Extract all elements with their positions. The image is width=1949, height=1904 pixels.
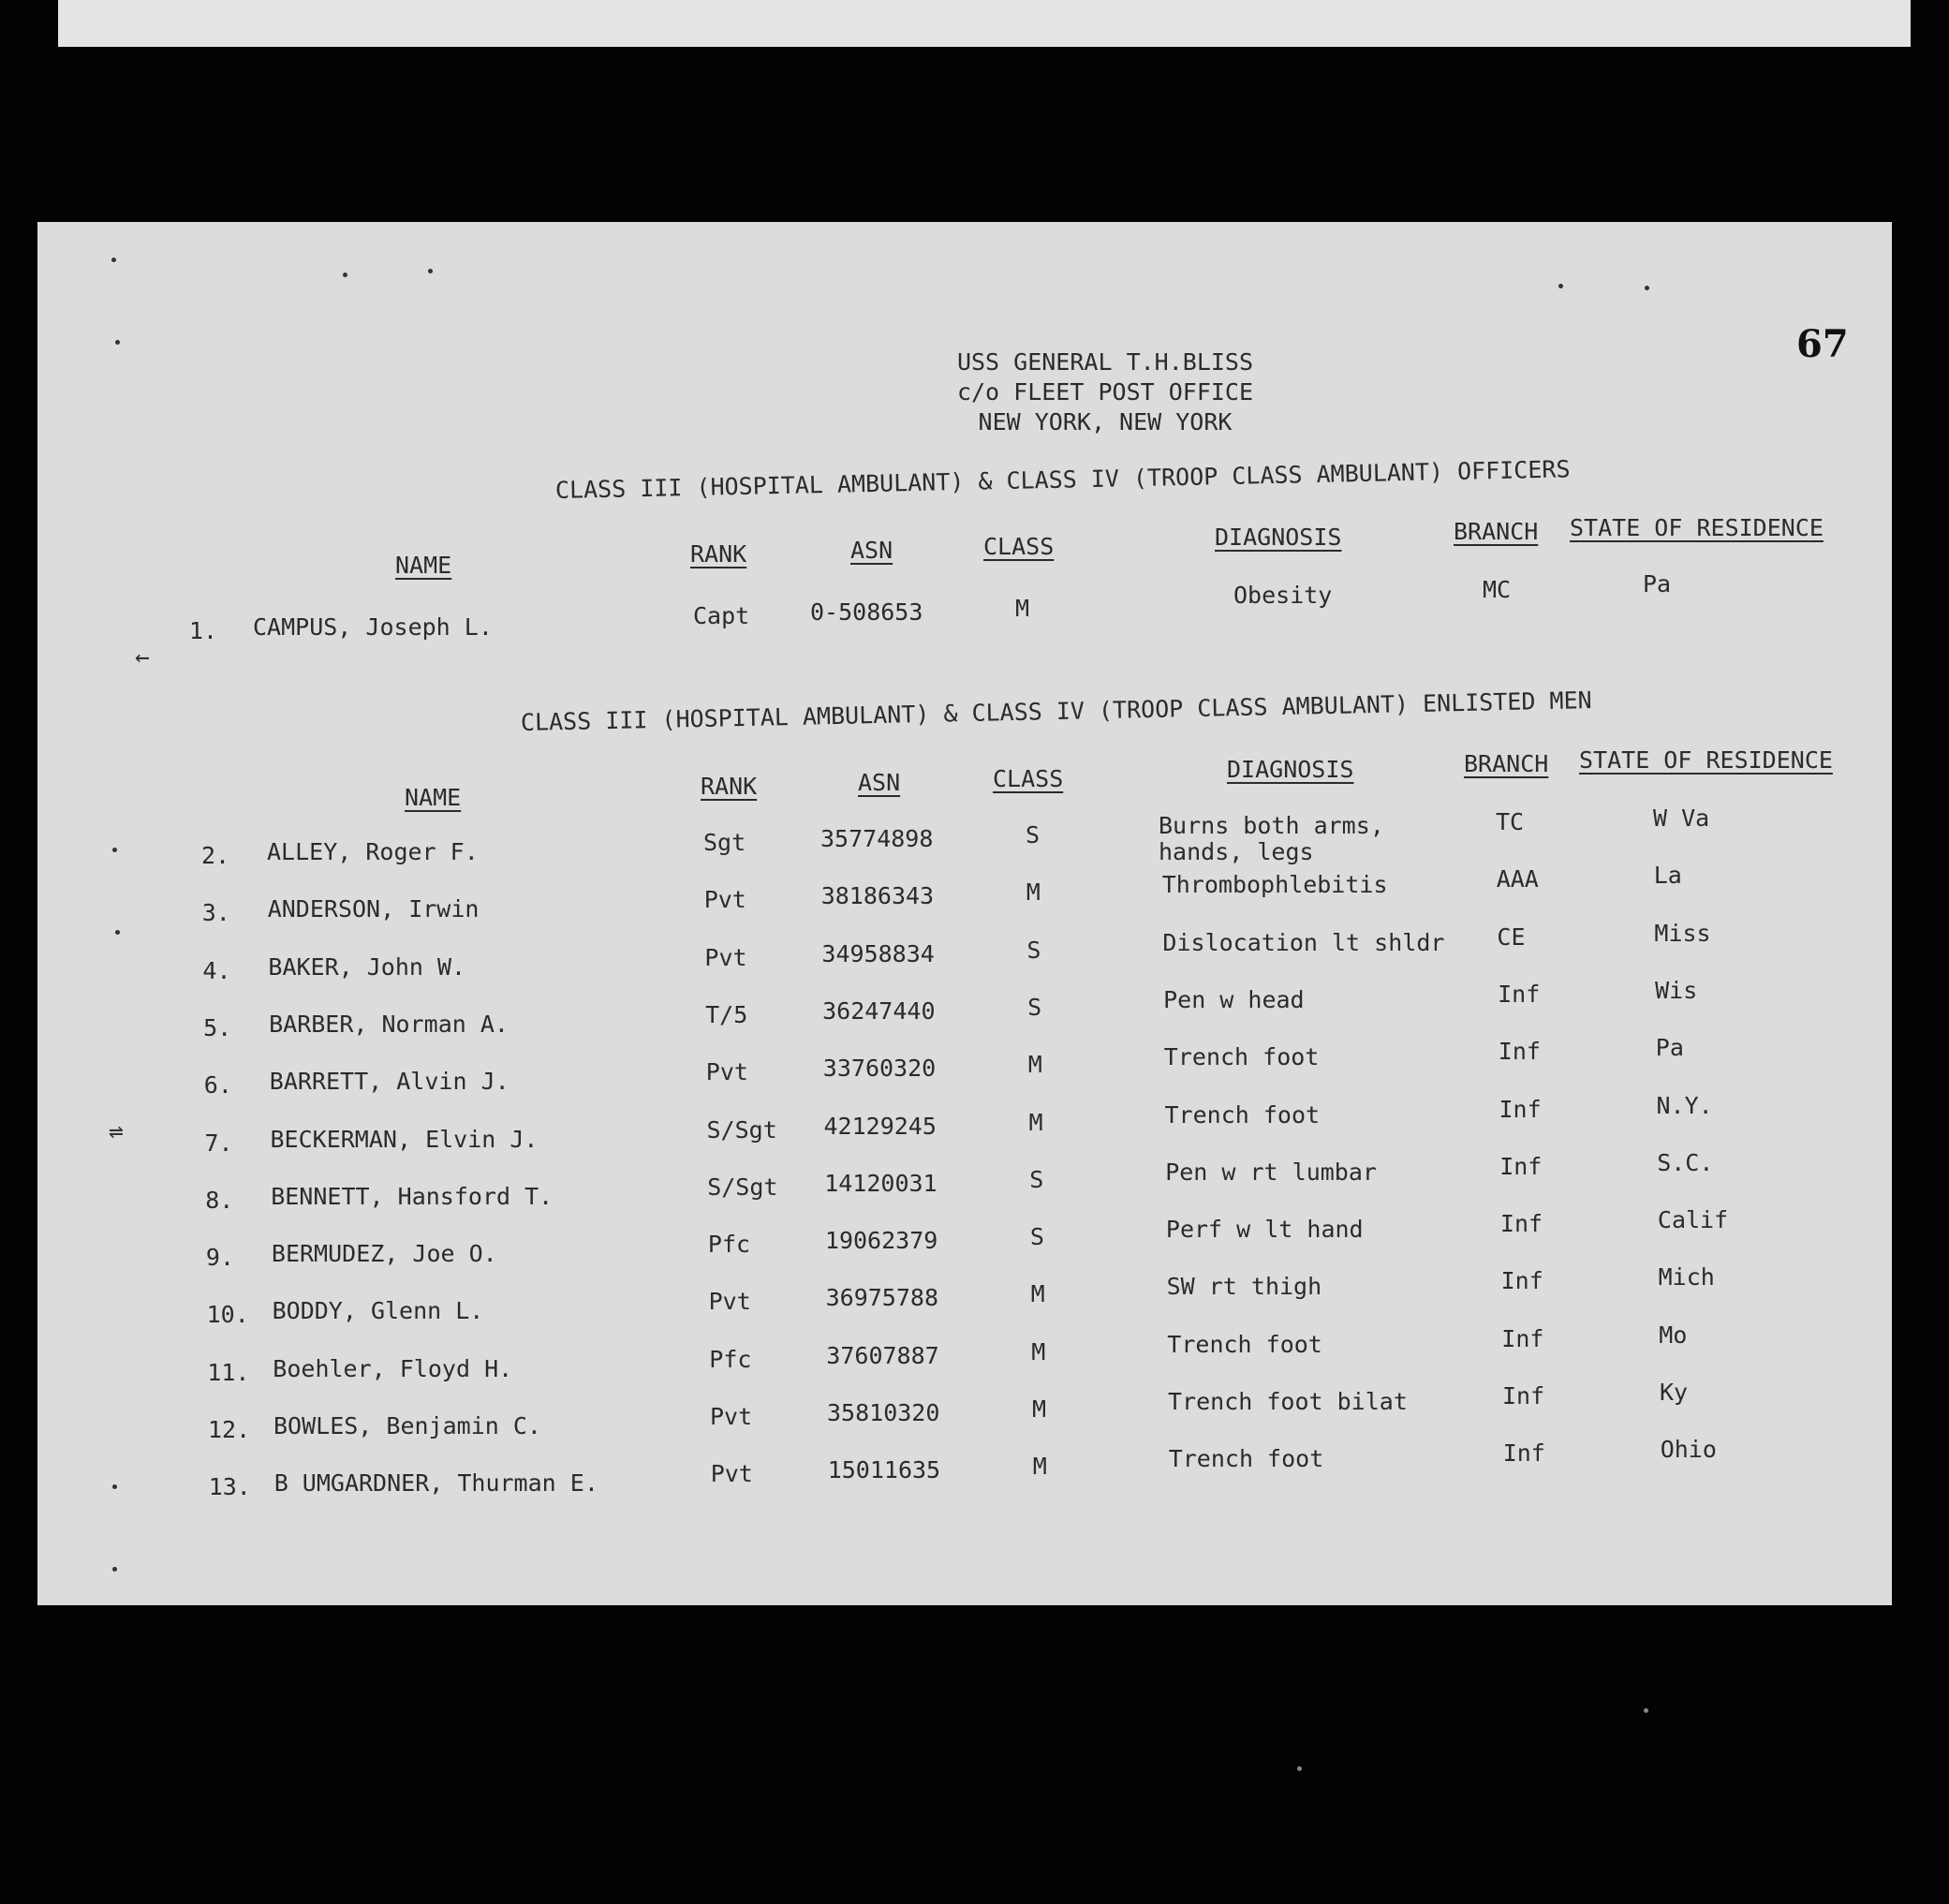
film-strip-top	[58, 0, 1911, 47]
col-name: NAME	[405, 784, 462, 811]
col-branch: BRANCH	[1464, 750, 1549, 777]
row-branch: CE	[1497, 922, 1526, 951]
col-asn: ASN	[858, 769, 901, 796]
row-number: 12.	[208, 1416, 251, 1443]
row-asn: 35810320	[827, 1399, 940, 1426]
row-name: BAKER, John W.	[268, 952, 466, 981]
row-rank: Pfc	[707, 1231, 751, 1259]
row-branch: Inf	[1500, 1267, 1543, 1295]
row-diagnosis: Trench foot	[1163, 1043, 1320, 1071]
row-asn: 42129245	[823, 1112, 937, 1140]
speck	[111, 258, 116, 262]
row-state: N.Y.	[1656, 1091, 1713, 1119]
row-diagnosis: Trench foot	[1167, 1330, 1322, 1358]
row-branch: Inf	[1502, 1439, 1545, 1468]
row-branch: Inf	[1499, 1095, 1542, 1123]
row-state: La	[1653, 862, 1682, 890]
row-class: M	[1031, 1337, 1046, 1365]
speck	[343, 273, 347, 277]
row-branch: Inf	[1498, 980, 1541, 1008]
enlisted-section-title: CLASS III (HOSPITAL AMBULANT) & CLASS IV (TROOP CLASS AMBULANT) ENLISTED MEN	[520, 686, 1592, 736]
row-asn: 15011635	[827, 1456, 941, 1484]
row-name: BOWLES, Benjamin C.	[273, 1412, 541, 1439]
row-branch: Inf	[1499, 1152, 1543, 1180]
page-number: 67	[1796, 322, 1849, 366]
row-number: 13.	[208, 1473, 251, 1501]
row-number: 8.	[205, 1186, 234, 1214]
row-rank: Pvt	[704, 943, 747, 971]
row-name: BARRETT, Alvin J.	[269, 1068, 509, 1096]
row-rank: Pvt	[710, 1460, 753, 1488]
row-class: M	[1032, 1395, 1047, 1423]
row-class: S	[1027, 993, 1042, 1021]
row-number: 2.	[201, 842, 230, 869]
row-class: M	[1030, 1280, 1045, 1308]
row-class: M	[1032, 1453, 1047, 1481]
col-state: STATE OF RESIDENCE	[1579, 746, 1833, 774]
row-asn: 34958834	[821, 939, 935, 967]
row-rank: Pvt	[705, 1058, 748, 1086]
officers-section-title: CLASS III (HOSPITAL AMBULANT) & CLASS IV (TROOP CLASS AMBULANT) OFFICERS	[554, 455, 1571, 504]
row-class: S	[1026, 936, 1041, 964]
row-name: BECKERMAN, Elvin J.	[270, 1125, 539, 1153]
row-name: ALLEY, Roger F.	[267, 838, 479, 865]
document-sheet	[37, 222, 1892, 1605]
row-state: Mich	[1658, 1263, 1715, 1291]
row-class: M	[1028, 1108, 1043, 1136]
row-number: 9.	[205, 1244, 234, 1272]
col-rank: RANK	[690, 540, 747, 568]
row-name: BARBER, Norman A.	[269, 1010, 509, 1038]
row-state: S.C.	[1657, 1148, 1714, 1176]
row-number: 7.	[204, 1129, 233, 1157]
header-line-2: c/o FLEET POST OFFICE	[956, 378, 1254, 406]
row-rank: S/Sgt	[707, 1173, 778, 1201]
row-diagnosis: Trench foot	[1164, 1100, 1321, 1129]
row-rank: T/5	[705, 1000, 748, 1028]
pencil-mark: ⇌	[109, 1117, 124, 1145]
row-diagnosis: Pen w rt lumbar	[1165, 1158, 1377, 1186]
diagnosis-burns-line-1: Burns both arms,	[1159, 812, 1384, 839]
col-class: CLASS	[983, 533, 1055, 560]
row-name: ANDERSON, Irwin	[267, 895, 480, 923]
row-diagnosis: Perf w lt hand	[1165, 1216, 1364, 1244]
col-branch: BRANCH	[1454, 518, 1539, 545]
row-class: M	[1027, 1051, 1042, 1079]
row-branch: TC	[1496, 808, 1525, 835]
row-name: BERMUDEZ, Joe O.	[271, 1240, 497, 1268]
row-asn: 0-508653	[810, 598, 923, 626]
row-diagnosis: Pen w head	[1163, 985, 1305, 1013]
speck	[115, 340, 120, 345]
row-rank: Pvt	[703, 886, 746, 914]
speck	[115, 930, 120, 935]
row-branch: MC	[1483, 576, 1512, 603]
row-number: 5.	[203, 1013, 232, 1041]
row-class: S	[1029, 1165, 1044, 1193]
row-name: BENNETT, Hansford T.	[271, 1182, 554, 1210]
row-state: Miss	[1654, 919, 1711, 947]
row-branch: Inf	[1498, 1038, 1541, 1066]
row-asn: 19062379	[824, 1227, 938, 1255]
row-branch: Inf	[1499, 1210, 1543, 1238]
row-branch: Inf	[1501, 1324, 1544, 1352]
row-asn: 14120031	[824, 1169, 938, 1197]
row-diagnosis: Dislocation lt shldr	[1162, 928, 1445, 956]
row-branch: Inf	[1502, 1382, 1545, 1410]
col-asn: ASN	[850, 537, 893, 564]
speck	[1558, 284, 1563, 288]
row-asn: 33760320	[822, 1055, 937, 1083]
speck	[1297, 1766, 1302, 1771]
pencil-mark: ←	[135, 643, 150, 672]
row-diagnosis: Thrombophlebitis	[1161, 871, 1388, 899]
row-number: 1.	[189, 617, 218, 644]
row-diagnosis: Trench foot	[1168, 1445, 1324, 1473]
row-state: Pa	[1655, 1034, 1684, 1062]
row-asn: 36247440	[822, 996, 936, 1025]
row-asn: 37607887	[826, 1341, 939, 1369]
row-class: S	[1026, 821, 1041, 849]
row-number: 4.	[202, 956, 231, 984]
row-diagnosis: Obesity	[1233, 582, 1333, 609]
row-state: Calif	[1657, 1206, 1729, 1234]
speck	[428, 269, 433, 273]
row-class: M	[1015, 595, 1030, 622]
speck	[112, 1567, 117, 1572]
row-state: Ohio	[1660, 1436, 1717, 1464]
row-number: 3.	[201, 899, 230, 927]
row-name: BODDY, Glenn L.	[272, 1297, 484, 1325]
speck	[112, 1484, 117, 1489]
row-number: 11.	[207, 1358, 250, 1386]
row-number: 6.	[203, 1071, 232, 1100]
row-asn: 38186343	[820, 882, 935, 910]
row-state: Ky	[1660, 1379, 1689, 1406]
row-state: W Va	[1653, 804, 1710, 832]
header-line-3: NEW YORK, NEW YORK	[978, 408, 1233, 435]
speck	[1645, 286, 1649, 290]
row-class: S	[1029, 1223, 1044, 1251]
col-rank: RANK	[701, 773, 758, 800]
row-branch: AAA	[1496, 865, 1539, 893]
speck	[112, 848, 117, 852]
diagnosis-burns-line-2: hands, legs	[1159, 838, 1314, 865]
col-state: STATE OF RESIDENCE	[1570, 514, 1823, 541]
row-state: Pa	[1643, 570, 1672, 598]
row-asn: 36975788	[825, 1284, 939, 1312]
row-diagnosis: SW rt thigh	[1166, 1273, 1322, 1301]
col-name: NAME	[395, 552, 452, 579]
col-diagnosis: DIAGNOSIS	[1227, 756, 1354, 783]
row-rank: Pfc	[709, 1345, 752, 1373]
row-asn: 35774898	[820, 825, 934, 852]
row-rank: S/Sgt	[706, 1115, 777, 1144]
row-rank: Capt	[693, 602, 750, 629]
row-diagnosis: Trench foot bilat	[1168, 1388, 1408, 1415]
row-name: CAMPUS, Joseph L.	[253, 613, 493, 641]
col-class: CLASS	[993, 765, 1064, 792]
row-state: Wis	[1655, 976, 1698, 1004]
col-diagnosis: DIAGNOSIS	[1215, 524, 1342, 551]
row-number: 10.	[206, 1301, 249, 1329]
row-name: B UMGARDNER, Thurman E.	[273, 1469, 598, 1498]
row-class: M	[1026, 878, 1041, 907]
speck	[1644, 1708, 1648, 1713]
row-name: Boehler, Floyd H.	[273, 1354, 513, 1382]
row-state: Mo	[1659, 1321, 1688, 1349]
row-rank: Sgt	[703, 829, 746, 856]
row-rank: Pvt	[710, 1403, 753, 1430]
row-rank: Pvt	[708, 1288, 751, 1316]
header-line-1: USS GENERAL T.H.BLISS	[956, 348, 1254, 376]
